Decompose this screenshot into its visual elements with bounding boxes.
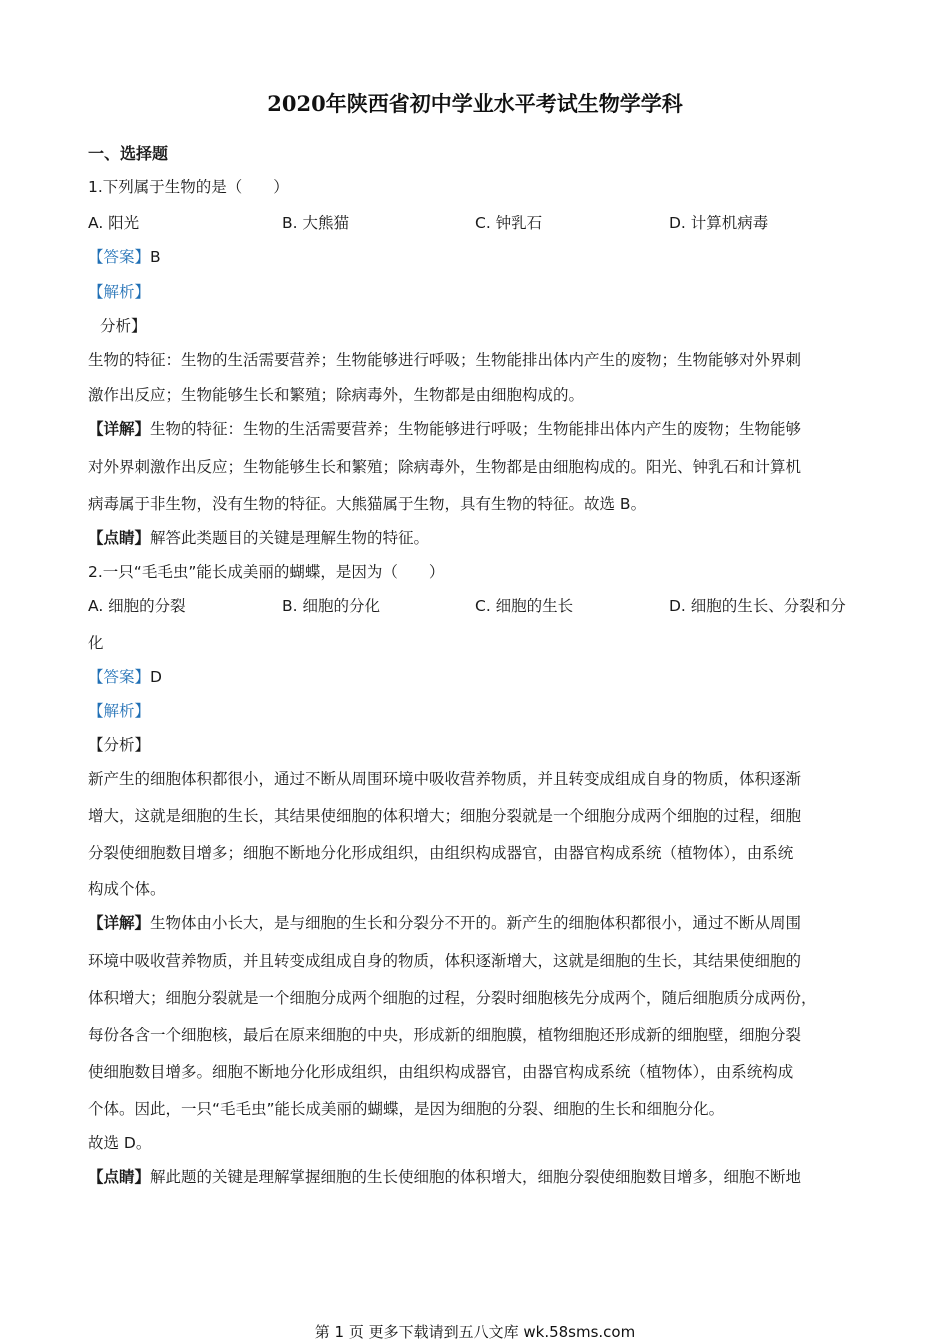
q2-option-c: C. 细胞的生长 <box>475 597 574 615</box>
q2-tip <box>88 1167 868 1187</box>
q2-option-b: B. 细胞的分化 <box>282 597 380 615</box>
q1-fenxi-label: 分析】 <box>100 317 147 335</box>
section-heading: 一、选择题 <box>88 144 169 163</box>
q2-detail-line: 体积增大；细胞分裂就是一个细胞分成两个细胞的过程，分裂时细胞核先分成两个，随后细胞质分成两份， <box>88 989 817 1007</box>
answer-value: B <box>150 248 161 266</box>
q2-option-wrap: 化 <box>88 634 104 652</box>
q2-fenxi-label: 【分析】 <box>88 736 151 754</box>
q1-answer <box>88 247 868 267</box>
tip-text: 解答此类题目的关键是理解生物的特征。 <box>150 529 430 547</box>
q2-detail-line <box>88 913 868 933</box>
tip-tag: 【点睛】 <box>88 1168 151 1186</box>
detail-tag: 【详解】 <box>88 914 151 932</box>
q1-option-b: B. 大熊猫 <box>282 214 349 232</box>
answer-tag: 【答案】 <box>88 248 151 266</box>
q2-answer <box>88 667 868 687</box>
answer-tag: 【答案】 <box>88 668 151 686</box>
detail-text: 生物的特征：生物的生活需要营养；生物能够进行呼吸；生物能排出体内产生的废物；生物能够 <box>150 420 802 438</box>
q2-conclusion: 故选 D。 <box>88 1134 152 1152</box>
page-title: 2020年陕西省初中学业水平考试生物学学科 <box>267 91 683 116</box>
q1-analysis-tag: 【解析】 <box>88 283 151 301</box>
question-1: 1.下列属于生物的是（ ） <box>88 178 289 196</box>
q2-detail-line: 个体。因此，一只“毛毛虫”能长成美丽的蝴蝶，是因为细胞的分裂、细胞的生长和细胞分化。 <box>88 1100 725 1118</box>
q2-analysis-line: 新产生的细胞体积都很小，通过不断从周围环境中吸收营养物质，并且转变成组成自身的物质，体积逐渐 <box>88 770 802 788</box>
q2-option-d: D. 细胞的生长、分裂和分 <box>669 597 846 615</box>
q2-detail-line: 使细胞数目增多。细胞不断地分化形成组织，由组织构成器官，由器官构成系统（植物体），由系统构成 <box>88 1063 794 1081</box>
question-2-options <box>88 596 868 616</box>
q2-detail-line: 每份各含一个细胞核，最后在原来细胞的中央，形成新的细胞膜，植物细胞还形成新的细胞壁，细胞分裂 <box>88 1026 802 1044</box>
page-footer: 第 1 页 更多下载请到五八文库 wk.58sms.com <box>314 1323 636 1341</box>
q2-option-a: A. 细胞的分裂 <box>88 597 186 615</box>
tip-tag: 【点睛】 <box>88 529 151 547</box>
q2-analysis-line: 增大，这就是细胞的生长，其结果使细胞的体积增大；细胞分裂就是一个细胞分成两个细胞的过程，细胞 <box>88 807 802 825</box>
q1-detail-line: 对外界刺激作出反应；生物能够生长和繁殖；除病毒外，生物都是由细胞构成的。阳光、钟乳石和计算机 <box>88 458 802 476</box>
q1-detail-line: 病毒属于非生物，没有生物的特征。大熊猫属于生物，具有生物的特征。故选 B。 <box>88 495 647 513</box>
q1-analysis-line: 激作出反应；生物能够生长和繁殖；除病毒外，生物都是由细胞构成的。 <box>88 386 585 404</box>
q1-option-a: A. 阳光 <box>88 214 140 232</box>
q1-analysis-line: 生物的特征：生物的生活需要营养；生物能够进行呼吸；生物能排出体内产生的废物；生物能够对外界刺 <box>88 351 802 369</box>
q2-detail-line: 环境中吸收营养物质，并且转变成组成自身的物质，体积逐渐增大，这就是细胞的生长，其结果使细胞的 <box>88 952 802 970</box>
question-2: 2.一只“毛毛虫”能长成美丽的蝴蝶，是因为（ ） <box>88 563 445 581</box>
q2-analysis-line: 构成个体。 <box>88 880 166 898</box>
tip-text: 解此题的关键是理解掌握细胞的生长使细胞的体积增大，细胞分裂使细胞数目增多，细胞不断地 <box>150 1168 802 1186</box>
q1-tip <box>88 528 868 548</box>
q2-analysis-line: 分裂使细胞数目增多；细胞不断地分化形成组织，由组织构成器官，由器官构成系统（植物体），由系统 <box>88 844 794 862</box>
answer-value: D <box>150 668 162 686</box>
question-1-options <box>88 213 868 233</box>
detail-text: 生物体由小长大，是与细胞的生长和分裂分不开的。新产生的细胞体积都很小，通过不断从周围 <box>150 914 802 932</box>
q2-analysis-tag: 【解析】 <box>88 702 151 720</box>
q1-option-c: C. 钟乳石 <box>475 214 543 232</box>
q1-option-d: D. 计算机病毒 <box>669 214 769 232</box>
detail-tag: 【详解】 <box>88 420 151 438</box>
q1-detail-line <box>88 419 868 439</box>
